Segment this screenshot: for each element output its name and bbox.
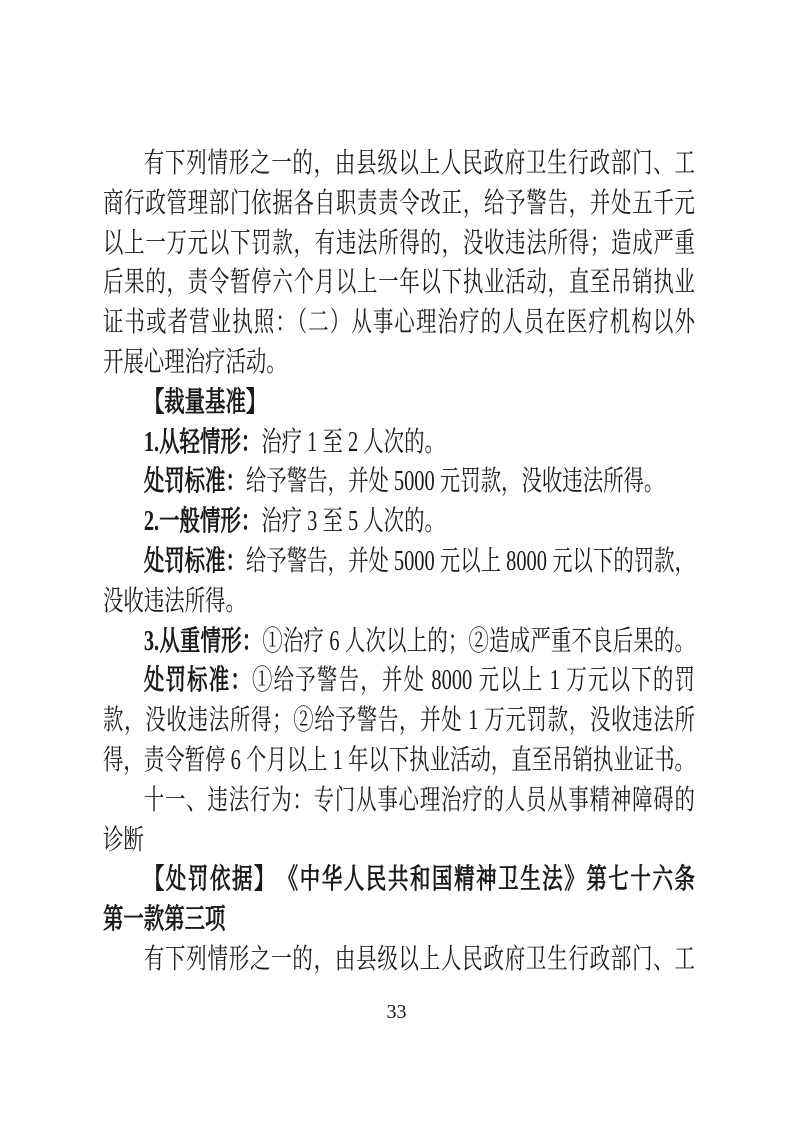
penalty-provision-2-line-1: 有下列情形之一的，由县级以上人民政府卫生行政部门、工	[143, 943, 695, 975]
minor-circumstance-label: 1.从轻情形：	[143, 426, 262, 458]
general-penalty-text: 给予警告，并处 5000 元以上 8000 元以下的罚款，	[245, 545, 695, 577]
minor-circumstance-line	[103, 423, 695, 463]
minor-penalty-text: 给予警告，并处 5000 元罚款，没收违法所得。	[245, 466, 665, 498]
minor-penalty-line	[103, 462, 695, 502]
minor-penalty-label: 处罚标准：	[143, 466, 246, 498]
violation-eleven-line-2: 诊断	[103, 824, 144, 856]
general-circumstance-label: 2.一般情形：	[143, 506, 262, 538]
aggravated-penalty-text: ①给予警告，并处 8000 元以上 1 万元以下的罚	[252, 665, 695, 697]
penalty-provision-line-4: 后果的，责令暂停六个月以上一年以下执业活动，直至吊销执业	[103, 267, 695, 299]
aggravated-penalty-line-1	[103, 661, 695, 701]
penalty-basis-line-2: 第一款第三项	[103, 904, 226, 936]
general-circumstance-line	[103, 502, 695, 542]
aggravated-penalty-label: 处罚标准：	[143, 665, 253, 697]
page-content	[103, 144, 793, 980]
general-circumstance-text: 治疗 3 至 5 人次的。	[261, 506, 445, 538]
penalty-provision-line-2: 商行政管理部门依据各自职责责令改正，给予警告，并处五千元	[103, 187, 695, 219]
aggravated-penalty-line-2: 款，没收违法所得；②给予警告，并处 1 万元罚款，没收违法所	[103, 705, 695, 737]
penalty-provision-line-6: 开展心理治疗活动。	[103, 346, 287, 378]
general-penalty-line-1	[103, 542, 695, 582]
penalty-provision-line-1: 有下列情形之一的，由县级以上人民政府卫生行政部门、工	[143, 148, 695, 179]
minor-circumstance-text: 治疗 1 至 2 人次的。	[261, 426, 445, 458]
page-number: 33	[386, 1001, 407, 1023]
aggravated-circumstance-label: 3.从重情形：	[143, 625, 263, 657]
penalty-provision-line-3: 以上一万元以下罚款，有违法所得的，没收违法所得；造成严重	[103, 227, 695, 259]
general-penalty-line-2: 没收违法所得。	[103, 585, 246, 617]
aggravated-circumstance-line	[103, 622, 695, 662]
penalty-provision-line-5: 证书或者营业执照：（二）从事心理治疗的人员在医疗机构以外	[103, 307, 695, 339]
general-penalty-label: 处罚标准：	[143, 545, 246, 577]
heading-discretion-criteria: 【裁量基准】	[143, 386, 267, 418]
penalty-basis-line-1: 【处罚依据】 《中华人民共和国精神卫生法》第七十六条	[143, 864, 695, 896]
aggravated-penalty-line-3: 得，责令暂停 6 个月以上 1 年以下执业活动，直至吊销执业证书。	[103, 744, 695, 776]
violation-eleven-line-1: 十一、违法行为：专门从事心理治疗的人员从事精神障碍的	[143, 784, 695, 816]
aggravated-circumstance-text: ①治疗 6 人次以上的；②造成严重不良后果的。	[262, 625, 695, 657]
